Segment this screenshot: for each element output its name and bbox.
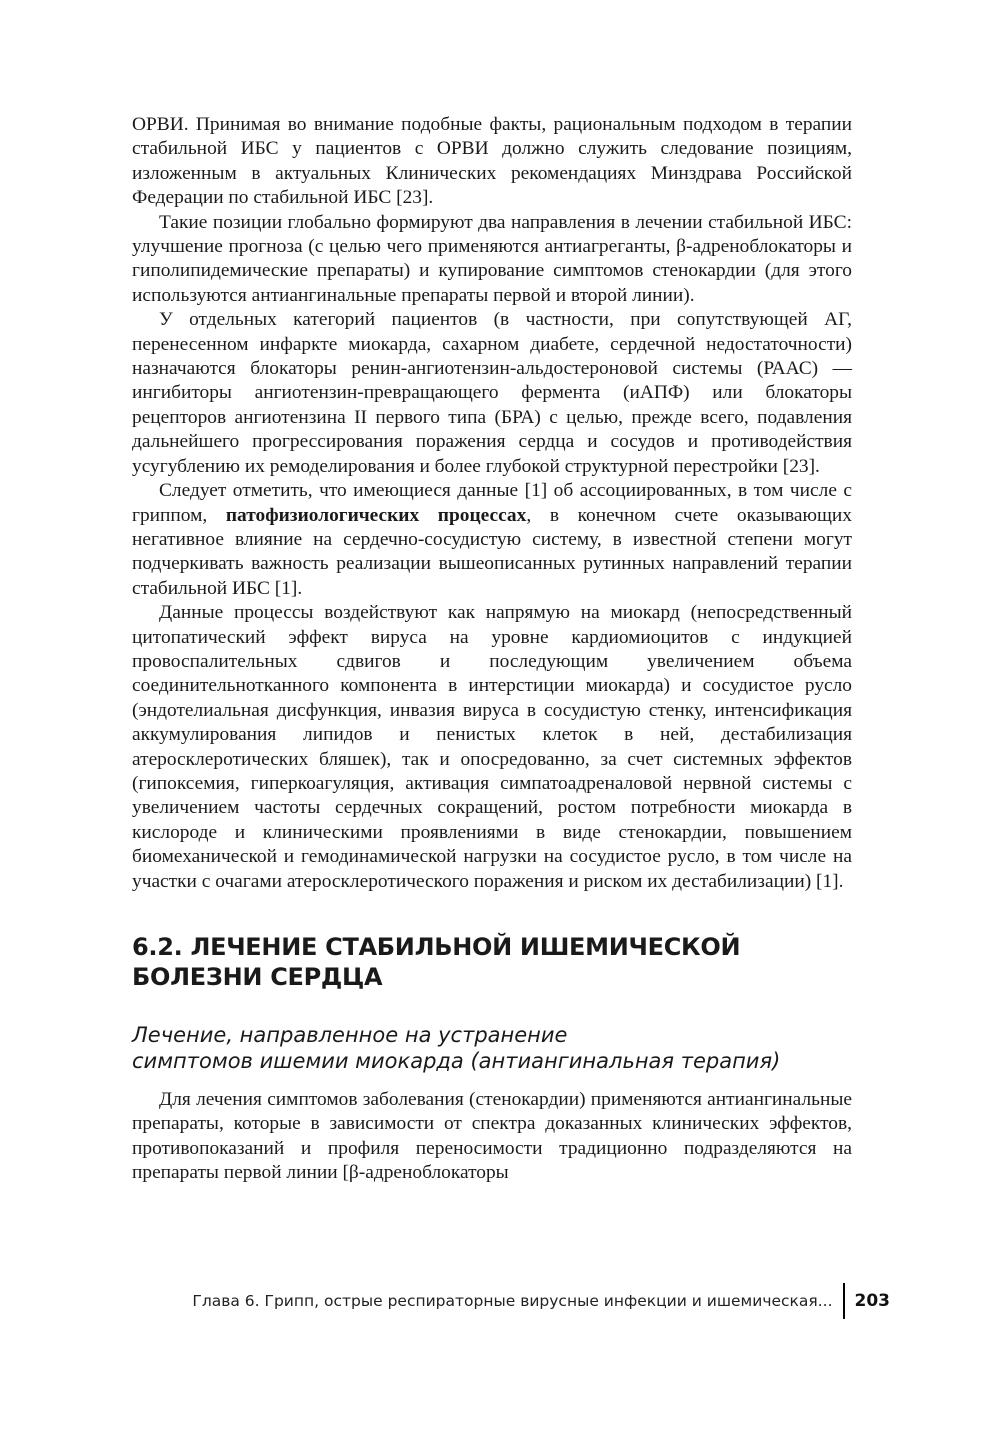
paragraph-1: ОРВИ. Принимая во внимание подобные факты, рациональным подходом в терапии стабильной ИБС у пациентов с ОРВИ должно служить следование позициям, изложенным в актуальных Клинических рекомендациях Минздрава Российской Федерации по стабильной ИБС [23]. bbox=[132, 114, 852, 209]
paragraph-4-bold-term: патофизиологических процессах bbox=[225, 504, 527, 526]
running-title: Глава 6. Грипп, острые респираторные вирусные инфекции и ишемическая... bbox=[192, 1292, 833, 1310]
paragraph-4-start: Следует отметить, что имеющиеся данные [1] об ассоциированных, в том числе с гриппом, bbox=[132, 480, 852, 526]
page-footer bbox=[192, 1283, 890, 1319]
section-heading-line-2: БОЛЕЗНИ СЕРДЦА bbox=[132, 963, 383, 991]
paragraph-2: Такие позиции глобально формируют два направления в лечении стабильной ИБС: улучшение прогноза (с целью чего применяются антиагреганты, β-адреноблокаторы и гиполипидемические препараты) и купирование симптомов стенокардии (для этого используются антиангинальные препараты первой и второй линии). bbox=[132, 211, 852, 306]
subsection-heading bbox=[132, 1022, 852, 1074]
section-heading bbox=[132, 932, 852, 992]
paragraph-3: У отдельных категорий пациентов (в частности, при сопутствующей АГ, перенесенном инфаркте миокарда, сахарном диабете, сердечной недостаточности) назначаются блокаторы ренин-ангиотензин-альдостероновой системы (РААС) — ингибиторы ангиотензин-превращающего фермента (иАПФ) или блокаторы рецепторов ангиотензина II первого типа (БРА) с целью, прежде всего, подавления дальнейшего прогрессирования поражения сердца и сосудов и противодействия усугублению их ремоделирования и более глубокой структурной перестройки [23]. bbox=[132, 309, 852, 477]
section-heading-line-1: 6.2. ЛЕЧЕНИЕ СТАБИЛЬНОЙ ИШЕМИЧЕСКОЙ bbox=[132, 933, 741, 961]
page-content bbox=[132, 113, 852, 1186]
subsection-heading-line-2: симптомов ишемии миокарда (антиангинальная терапия) bbox=[132, 1049, 781, 1073]
paragraph-4-end: , в конечном счете оказывающих негативное влияние на сердечно-сосудистую систему, в известной степени могут подчеркивать важность реализации вышеописанных рутинных направлений терапии стабильной ИБС [1]. bbox=[132, 504, 853, 599]
paragraph-6: Для лечения симптомов заболевания (стенокардии) применяются антиангинальные препараты, которые в зависимости от спектра доказанных клинических эффектов, противопоказаний и профиля переносимости традиционно подразделяются на препараты первой линии [β-адреноблокаторы bbox=[132, 1089, 852, 1184]
paragraph-4 bbox=[132, 479, 852, 601]
paragraph-5: Данные процессы воздействуют как напрямую на миокард (непосредственный цитопатический эффект вируса на уровне кардиомиоцитов с индукцией провоспалительных сдвигов и последующим увеличением объема соединительнотканного компонента в интерстиции миокарда) и сосудистое русло (эндотелиальная дисфункция, инвазия вируса в сосудистую стенку, интенсификация аккумулирования липидов и пенистых клеток в ней, дестабилизация атеросклеротических бляшек), так и опосредованно, за счет системных эффектов (гипоксемия, гиперкоагуляция, активация симпатоадреналовой нервной системы с увеличением частоты сердечных сокращений, ростом потребности миокарда в кислороде и клиническими проявлениями в виде стенокардии, повышением биомеханической и гемодинамической нагрузки на сосудистое русло, в том числе на участки с очагами атеросклеротического поражения и риском их дестабилизации) [1]. bbox=[132, 602, 852, 892]
page-number: 203 bbox=[854, 1291, 890, 1311]
subsection-heading-line-1: Лечение, направленное на устранение bbox=[132, 1023, 568, 1047]
